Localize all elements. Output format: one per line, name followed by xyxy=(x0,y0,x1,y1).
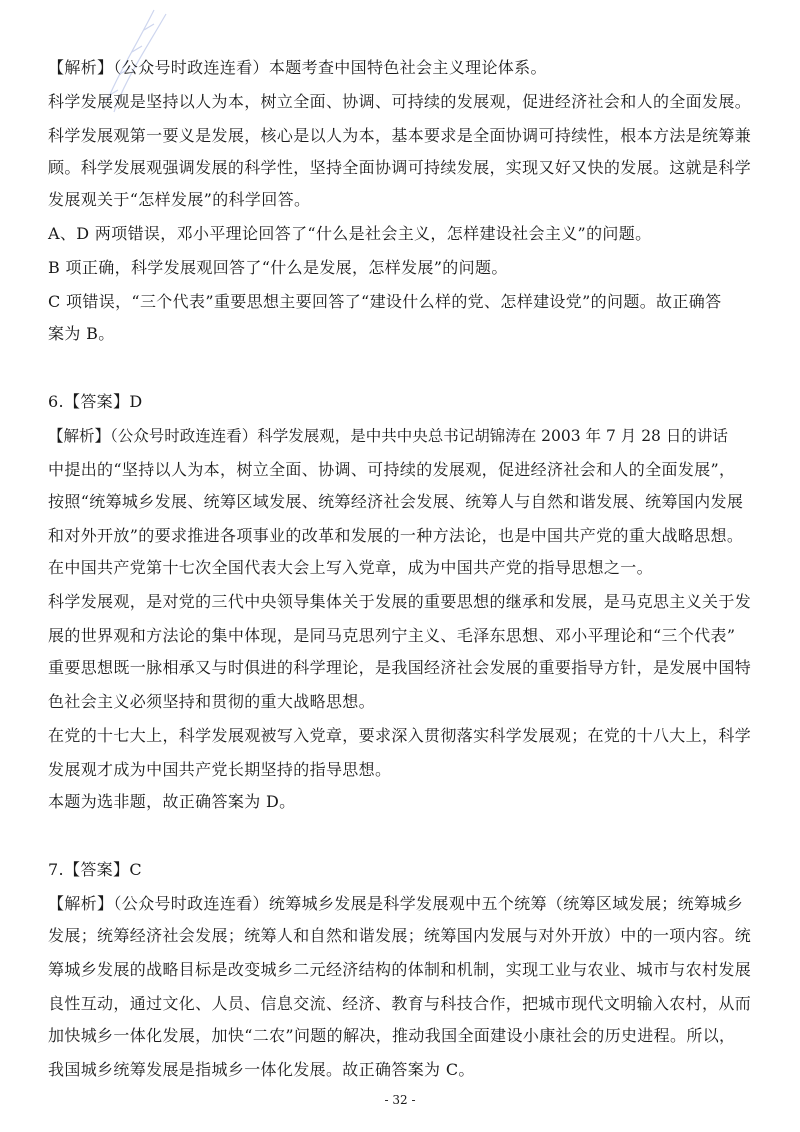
text-line: 我国城乡统筹发展是指城乡一体化发展。故正确答案为 C。 xyxy=(48,1060,475,1079)
text-line: 加快城乡一体化发展，加快“二农”问题的解决，推动我国全面建设小康社会的历史进程。所以， xyxy=(48,1026,736,1045)
text-line: 在中国共产党第十七次全国代表大会上写入党章，成为中国共产党的指导思想之一。 xyxy=(48,558,653,577)
text-line: 中提出的“坚持以人为本，树立全面、协调、可持续的发展观，促进经济社会和人的全面发展”， xyxy=(48,460,736,479)
text-line: 【解析】（公众号时政连连看）本题考查中国特色社会主义理论体系。 xyxy=(48,58,547,77)
text-line: 本题为选非题，故正确答案为 D。 xyxy=(48,792,296,811)
text-line: 重要思想既一脉相承又与时俱进的科学理论，是我国经济社会发展的重要指导方针，是发展中国特 xyxy=(48,658,752,677)
text-line: 科学发展观第一要义是发展，核心是以人为本，基本要求是全面协调可持续性，根本方法是统筹兼 xyxy=(48,126,752,145)
text-line: 发展；统筹经济社会发展；统筹人和自然和谐发展；统筹国内发展与对外开放）中的一项内容。统 xyxy=(48,926,752,945)
text-line: 【解析】（公众号时政连连看）统筹城乡发展是科学发展观中五个统筹（统筹区域发展；统筹城乡 xyxy=(48,894,744,913)
text-line: 按照“统筹城乡发展、统筹区域发展、统筹经济社会发展、统筹人与自然和谐发展、统筹国内发展 xyxy=(48,492,744,511)
page-number: - 32 - xyxy=(384,1093,416,1107)
text-line: A、D 两项错误，邓小平理论回答了“什么是社会主义，怎样建设社会主义”的问题。 xyxy=(48,224,652,243)
text-line: 【解析】（公众号时政连连看）科学发展观，是中共中央总书记胡锦涛在 2003 年 7 月 28 日的讲话 xyxy=(48,427,728,445)
text-line: 和对外开放”的要求推进各项事业的改革和发展的一种方法论，也是中国共产党的重大战略思想。 xyxy=(48,526,744,545)
text-line: 色社会主义必须坚持和贯彻的重大战略思想。 xyxy=(48,692,376,711)
text-line: 展的世界观和方法论的集中体现，是同马克思列宁主义、毛泽东思想、邓小平理论和“三个代表” xyxy=(48,626,736,645)
text-line: 筹城乡发展的战略目标是改变城乡二元经济结构的体制和机制，实现工业与农业、城市与农村发展 xyxy=(48,960,752,979)
answer-heading: 7.【答案】C xyxy=(48,860,142,879)
text-line: B 项正确，科学发展观回答了“什么是发展，怎样发展”的问题。 xyxy=(48,258,508,277)
text-line: 科学发展观，是对党的三代中央领导集体关于发展的重要思想的继承和发展，是马克思主义关于发 xyxy=(48,592,752,611)
text-line: 案为 B。 xyxy=(48,324,115,343)
text-line: 发展观关于“怎样发展”的科学回答。 xyxy=(48,190,311,209)
text-line: 发展观才成为中国共产党长期坚持的指导思想。 xyxy=(48,760,392,779)
text-line: 顾。科学发展观强调发展的科学性，坚持全面协调可持续发展，实现又好又快的发展。这就是科学 xyxy=(48,158,752,177)
text-line: 在党的十七大上，科学发展观被写入党章，要求深入贯彻落实科学发展观；在党的十八大上，科学 xyxy=(48,726,752,745)
text-line: C 项错误，“三个代表”重要思想主要回答了“建设什么样的党、怎样建设党”的问题。故正确答 xyxy=(48,292,722,311)
text-line: 良性互动，通过文化、人员、信息交流、经济、教育与科技合作，把城市现代文明输入农村，从而 xyxy=(48,994,752,1013)
answer-heading: 6.【答案】D xyxy=(48,392,143,411)
text-line: 科学发展观是坚持以人为本，树立全面、协调、可持续的发展观，促进经济社会和人的全面发展。 xyxy=(48,92,752,111)
